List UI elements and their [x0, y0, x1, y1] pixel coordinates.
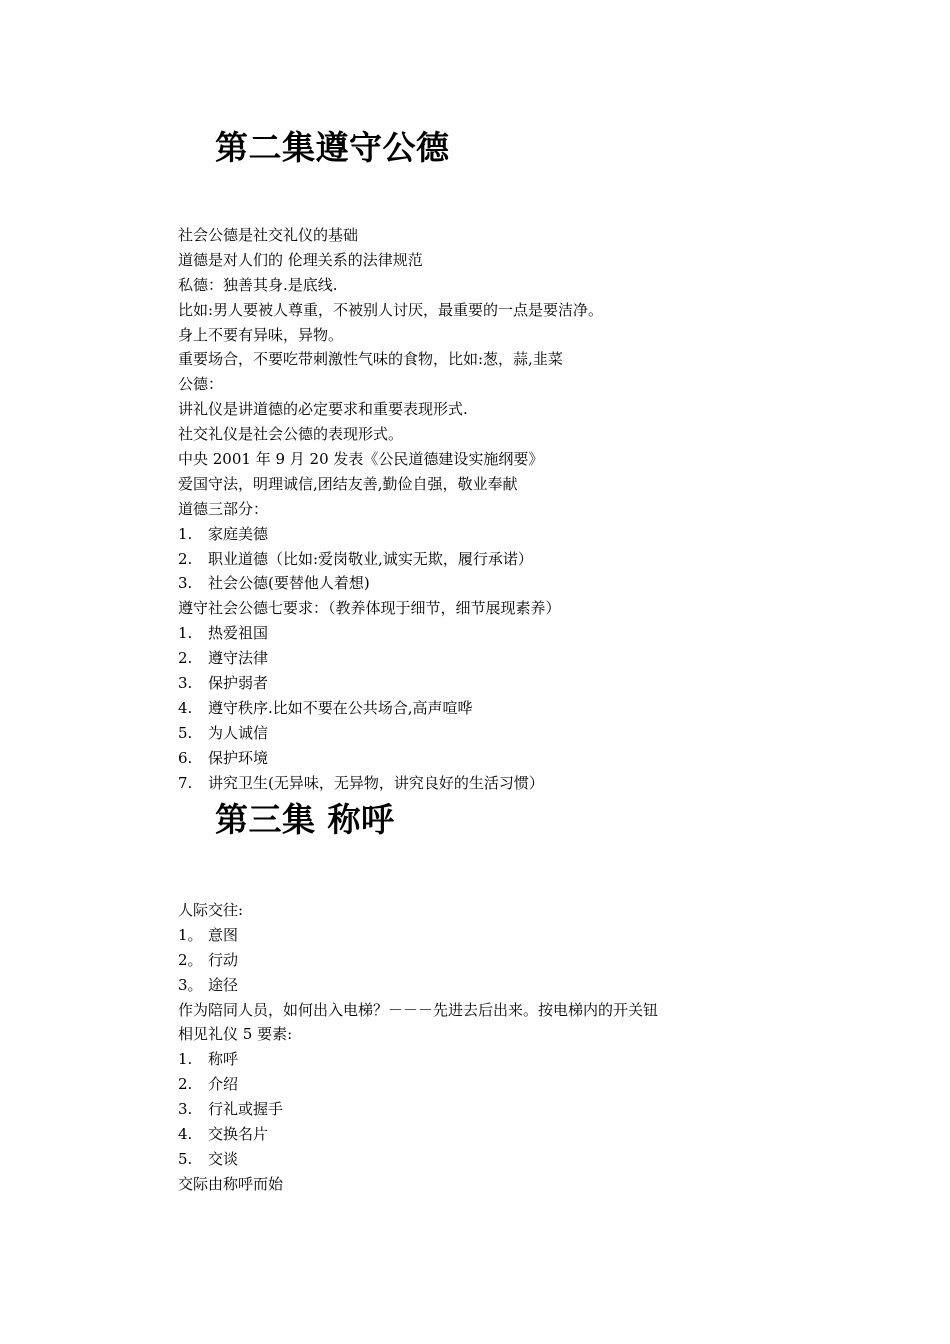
list-item-number: 2。 — [178, 950, 203, 969]
list-item — [178, 571, 798, 596]
section-2-body — [178, 223, 798, 795]
list-item-text: 家庭美德 — [208, 524, 269, 543]
list-item-number: 2. — [178, 649, 193, 668]
list-item-text: 途径 — [208, 975, 239, 994]
list-item — [178, 746, 798, 771]
paragraph-line: 爱国守法，明理诚信,团结友善,勤俭自强，敬业奉献 — [178, 474, 518, 493]
list-item-text: 交谈 — [208, 1149, 239, 1168]
list-item — [178, 948, 798, 973]
list-item-text: 保护弱者 — [208, 674, 269, 693]
paragraph-line: 作为陪同人员，如何出入电梯？－－－先进去后出来。按电梯内的开关钮 — [178, 1000, 659, 1019]
list-item-text: 保护环境 — [208, 748, 269, 767]
list-item-number: 3. — [178, 1100, 193, 1119]
paragraph-line: 重要场合，不要吃带刺激性气味的食物，比如:葱，蒜,韭菜 — [178, 350, 563, 369]
list-item — [178, 621, 798, 646]
paragraph-line: 人际交往: — [178, 901, 244, 919]
list-item-number: 4. — [178, 698, 193, 717]
list-item — [178, 1122, 798, 1147]
paragraph-line: 讲礼仪是讲道德的必定要求和重要表现形式. — [178, 400, 468, 419]
paragraph-line: 道德是对人们的 伦理关系的法律规范 — [178, 250, 423, 269]
list-item — [178, 1047, 798, 1072]
paragraph-line: 公德： — [178, 375, 224, 394]
list-item — [178, 547, 798, 572]
list-item-number: 1. — [178, 1050, 193, 1069]
list-item-number: 5. — [178, 1149, 193, 1168]
list-item-text: 遵守秩序.比如不要在公共场合,高声喧哗 — [208, 698, 473, 717]
list-item-number: 3. — [178, 674, 193, 693]
list-item-text: 为人诚信 — [208, 723, 269, 742]
paragraph-line: 遵守社会公德七要求：（教养体现于细节，细节展现素养） — [178, 599, 561, 618]
paragraph-line: 相见礼仪 5 要素: — [178, 1025, 293, 1044]
paragraph-line: 身上不要有异味，异物。 — [178, 325, 344, 344]
list-item-text: 称呼 — [208, 1050, 239, 1069]
list-item — [178, 721, 798, 746]
section-2-title: 第二集遵守公德 — [215, 128, 450, 167]
list-item-number: 5. — [178, 723, 193, 742]
list-item-number: 1。 — [178, 925, 203, 944]
list-item-number: 3。 — [178, 975, 203, 994]
list-item-number: 2. — [178, 549, 193, 568]
list-item-text: 讲究卫生(无异味，无异物，讲究良好的生活习惯） — [208, 773, 544, 792]
paragraph-line: 私德：独善其身.是底线. — [178, 275, 338, 294]
list-item — [178, 696, 798, 721]
section-3-body — [178, 898, 798, 1197]
list-item — [178, 522, 798, 547]
list-item-text: 介绍 — [208, 1075, 239, 1094]
list-item-number: 4. — [178, 1125, 193, 1144]
list-item-text: 意图 — [208, 925, 239, 944]
list-item-number: 2. — [178, 1075, 193, 1094]
list-item-text: 行动 — [208, 950, 239, 969]
list-item-number: 7. — [178, 773, 193, 792]
paragraph-line: 比如:男人要被人尊重，不被别人讨厌，最重要的一点是要洁净。 — [178, 300, 604, 319]
list-item — [178, 1097, 798, 1122]
list-item-text: 热爱祖国 — [208, 624, 269, 643]
list-item — [178, 646, 798, 671]
list-item-text: 交换名片 — [208, 1125, 269, 1144]
paragraph-line: 社会公德是社交礼仪的基础 — [178, 226, 359, 244]
paragraph-line: 中央 2001 年 9 月 20 发表《公民道德建设实施纲要》 — [178, 450, 544, 469]
list-item — [178, 671, 798, 696]
section-3-title: 第三集 称呼 — [215, 800, 395, 839]
list-item-text: 行礼或握手 — [208, 1100, 284, 1119]
list-item — [178, 973, 798, 998]
paragraph-line: 社交礼仪是社会公德的表现形式。 — [178, 425, 404, 444]
list-item-number: 3. — [178, 574, 193, 593]
paragraph-line: 交际由称呼而始 — [178, 1174, 284, 1193]
list-item — [178, 923, 798, 948]
list-item-number: 1. — [178, 624, 193, 643]
list-item-text: 社会公德(要替他人着想) — [208, 574, 370, 593]
paragraph-line: 道德三部分： — [178, 499, 269, 518]
list-item — [178, 1072, 798, 1097]
list-item-text: 职业道德（比如:爱岗敬业,诚实无欺，履行承诺） — [208, 549, 533, 568]
list-item — [178, 1147, 798, 1172]
list-item — [178, 771, 798, 796]
list-item-number: 1. — [178, 524, 193, 543]
list-item-number: 6. — [178, 748, 193, 767]
list-item-text: 遵守法律 — [208, 649, 269, 668]
